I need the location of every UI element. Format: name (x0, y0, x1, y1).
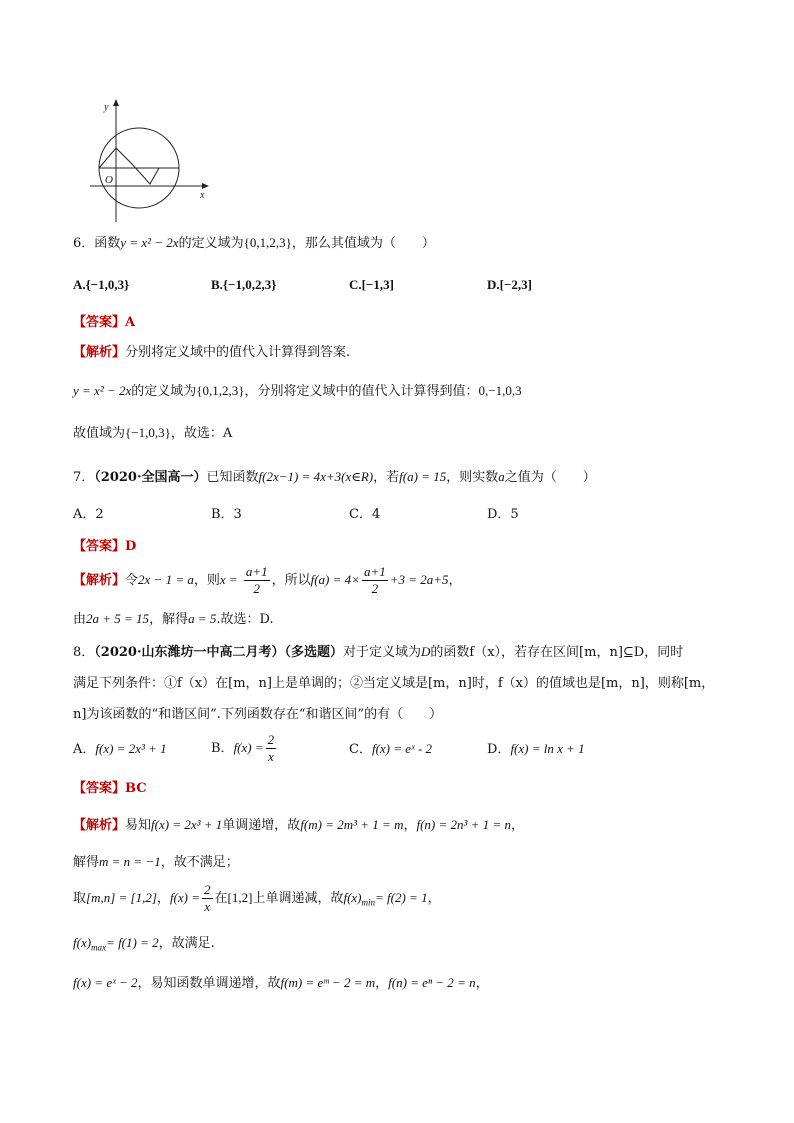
option-label: B． (211, 741, 234, 756)
q8-answer (73, 782, 147, 795)
text: ，解得 (149, 612, 189, 627)
text: 由 (73, 612, 87, 627)
math: f(x) = (169, 890, 200, 905)
text: ，所以 (271, 573, 311, 588)
fraction (266, 732, 277, 765)
math: f(a) = 15 (399, 469, 447, 484)
y-label: y (104, 102, 109, 113)
math: {−1,0,3} (125, 425, 171, 440)
math: f(a) = 4× (310, 572, 360, 587)
x-label: x (200, 190, 205, 201)
analysis-text: 分别将定义域中的值代入计算得到答案. (125, 345, 351, 360)
q8-analysis-1 (73, 818, 524, 832)
numerator: a+1 (245, 564, 268, 579)
denominator: 2 (371, 581, 379, 596)
text: ， (156, 891, 170, 906)
q7-number: 7． (73, 470, 95, 485)
text: ，故选：A (170, 426, 233, 441)
text: 易知 (125, 818, 152, 833)
answer-value: D (125, 539, 137, 554)
denominator: x (204, 899, 211, 914)
math: f(n) = eⁿ − 2 = n (388, 975, 476, 990)
text: 的定义域为 (131, 384, 197, 399)
q6-analysis-3 (73, 426, 232, 440)
analysis-label: 【解析】 (73, 573, 126, 588)
q6-analysis-2 (73, 384, 522, 398)
math: a = 5 (188, 611, 217, 626)
numerator: 2 (267, 732, 275, 747)
q6-option-b: B.{−1,0,2,3} (211, 277, 277, 292)
option-label: D． (487, 742, 511, 757)
math: = f(1) = 2 (106, 935, 159, 950)
math: = f(2) = 1 (375, 890, 428, 905)
analysis-label: 【解析】 (73, 345, 126, 360)
q6-expression: y = x² − 2x (120, 235, 179, 250)
text: ，分别将定义域中的值代入计算得到值： (244, 384, 479, 399)
q6-analysis-1 (73, 346, 350, 359)
math: [1,2] (227, 890, 253, 905)
fraction (362, 564, 388, 597)
math: +3 = 2a+5 (389, 572, 449, 587)
option-label: C． (349, 742, 372, 757)
text: 故值域为 (73, 426, 126, 441)
analysis-label: 【解析】 (73, 818, 126, 833)
q7-option-d: D．5 (487, 507, 519, 522)
q8-stem-1 (73, 645, 683, 659)
math: f(x) = 2x³ + 1 (151, 817, 223, 832)
q7-option-c: C．4 (349, 507, 381, 522)
q8-analysis-4 (73, 936, 215, 953)
q6-text: 的定义域为 (178, 236, 244, 251)
text: ， (448, 573, 462, 588)
numerator: 2 (204, 882, 211, 897)
q6-stem (73, 236, 435, 250)
fraction (244, 564, 270, 597)
q8-number: 8． (73, 645, 95, 660)
text: ， (375, 976, 389, 991)
text: 上单调递减，故 (252, 891, 344, 906)
q8-analysis-5 (73, 976, 489, 990)
denominator: 2 (253, 581, 260, 596)
math: x = (219, 572, 238, 587)
q8-option-c (349, 742, 432, 756)
option-label: A． (73, 742, 96, 757)
math: 2a + 5 = 15 (86, 611, 150, 626)
text: ，故满足. (158, 936, 215, 951)
y-axis-arrow (113, 99, 119, 106)
math: {0,1,2,3} (196, 383, 245, 398)
math: f(m) = eᵐ − 2 = m (280, 975, 376, 990)
answer-value: BC (125, 781, 147, 796)
subscript: max (91, 942, 107, 953)
q6-number: 6． (73, 236, 95, 251)
text: 之值为（ ） (504, 470, 596, 485)
text: 在 (214, 891, 228, 906)
math: f(x) = ln x + 1 (510, 741, 585, 756)
q8-stem-2: 满足下列条件：①f（x）在[m，n]上是单调的；②当定义域是[m，n]时，f（x）的值域也是[m，n]，则称[m， (73, 676, 715, 691)
text: 单调递增，故 (222, 818, 301, 833)
q6-text: ，那么其值域为（ ） (291, 236, 435, 251)
text: .故选：D. (216, 612, 274, 627)
fraction (202, 882, 213, 915)
q7-stem (73, 470, 596, 484)
subscript: min (361, 897, 375, 908)
text: 对于定义域为 (343, 645, 422, 660)
q6-answer (73, 316, 135, 329)
math: f(x) = 2x³ + 1 (95, 741, 167, 756)
math: 2x − 1 = a (138, 572, 194, 587)
math: f(m) = 2m³ + 1 = m (300, 817, 404, 832)
text: 已知函数 (206, 470, 259, 485)
text: ，若 (373, 470, 400, 485)
q8-analysis-3 (73, 882, 441, 915)
q8-option-b (211, 732, 278, 765)
denominator: x (267, 749, 274, 764)
q7-source: （2020·全国高一） (94, 470, 207, 485)
geometry-figure (88, 96, 212, 224)
q8-analysis-2 (73, 855, 239, 869)
q6-domain: {0,1,2,3} (243, 235, 292, 250)
q8-option-a (73, 742, 167, 756)
math: 0,−1,0,3 (478, 383, 522, 398)
math: y = x² − 2x (73, 383, 132, 398)
text: ，则实数 (446, 470, 499, 485)
q8-source: （2020·山东潍坊一中高二月考）（多选题） (94, 645, 343, 660)
q7-option-a: A．2 (73, 507, 104, 522)
math: f(n) = 2n³ + 1 = n (416, 817, 511, 832)
text: 的函数f（x），若存在区间[m，n]⊆D，同时 (430, 645, 684, 660)
numerator: a+1 (363, 564, 386, 579)
text: 令 (125, 573, 139, 588)
q6-option-d: D.[−2,3] (487, 277, 532, 292)
q7-option-b: B．3 (211, 507, 242, 522)
math: f(x) (73, 935, 92, 950)
answer-label: 【答案】 (73, 539, 126, 554)
math: f(x) = (233, 740, 264, 755)
text: 解得 (73, 855, 100, 870)
q7-answer (73, 540, 136, 553)
math: f(2x−1) = 4x+3(x∈R) (258, 469, 374, 484)
text: ， (475, 976, 489, 991)
answer-label: 【答案】 (73, 315, 126, 330)
math: a (498, 469, 505, 484)
x-axis-arrow (202, 183, 209, 189)
q6-option-a: A.{−1,0,3} (73, 277, 130, 292)
math: f(x) (343, 890, 362, 905)
q8-option-d (487, 742, 585, 756)
text: 取 (73, 891, 87, 906)
text: ，故不满足； (160, 855, 239, 870)
text: ， (403, 818, 417, 833)
math: m = n = −1 (99, 854, 161, 869)
math: f(x) = eˣ − 2 (73, 975, 138, 990)
origin-label: O (105, 174, 113, 186)
answer-value: A (125, 315, 136, 330)
text: ，易知函数单调递增，故 (137, 976, 281, 991)
text: ， (427, 891, 441, 906)
math: D (421, 644, 431, 659)
math: [m,n] = [1,2] (86, 890, 157, 905)
answer-label: 【答案】 (73, 781, 126, 796)
q8-stem-3: n]为该函数的“和谐区间”.下列函数存在“和谐区间”的有（ ） (73, 707, 443, 722)
q7-analysis-2 (73, 612, 274, 626)
q6-option-c: C.[−1,3] (349, 277, 394, 292)
text: ， (510, 818, 524, 833)
text: ，则 (193, 573, 220, 588)
math: f(x) = eˣ - 2 (371, 741, 433, 756)
q6-text: 函数 (94, 236, 121, 251)
q7-analysis-1 (73, 564, 462, 597)
